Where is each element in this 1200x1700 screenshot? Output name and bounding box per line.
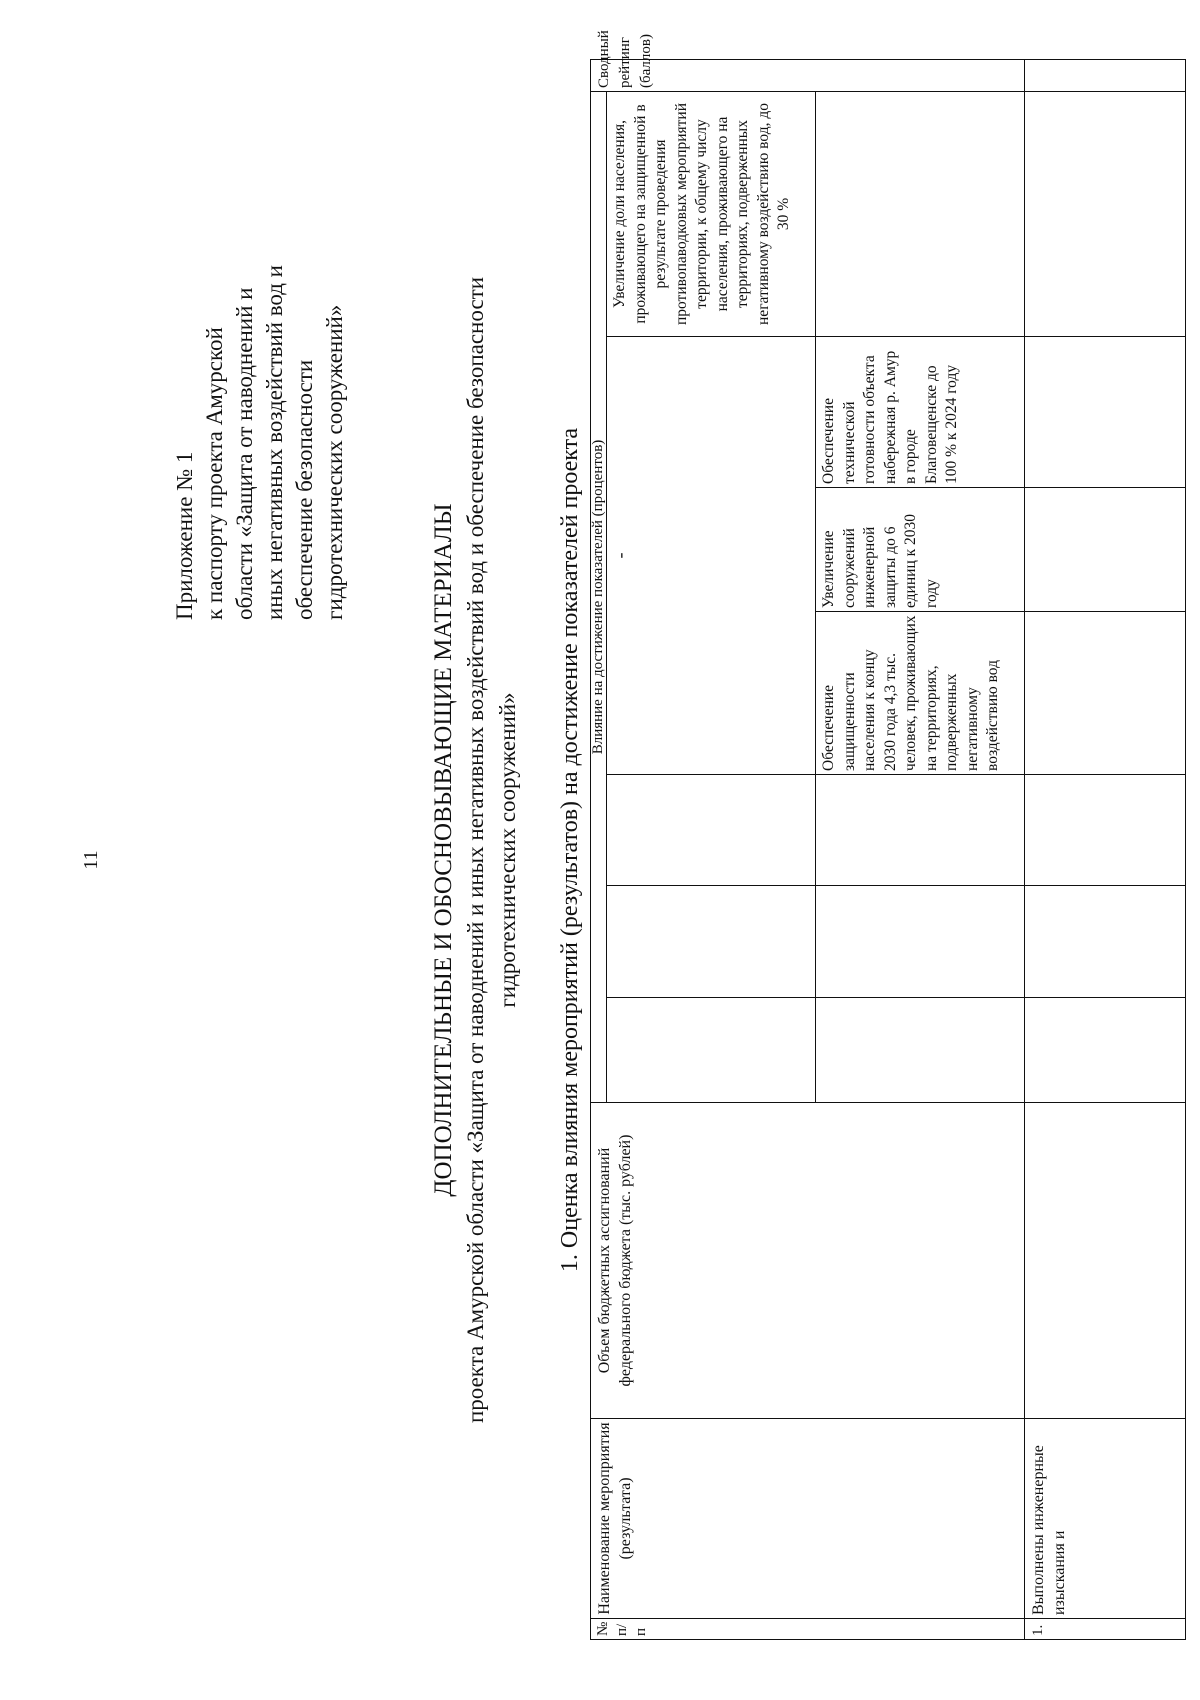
header-dash: - (610, 552, 630, 559)
header-indicator-b: Увеличение сооружений инженерной защиты до 6 единиц к 2030 году (820, 513, 940, 608)
appendix-line: Приложение № 1 (172, 451, 197, 620)
header-indicator-main: Увеличение доли населения, проживающего на защищенной в результате проведения противопаводковых мероприятий территории, к общему числу населения, проживающего на территориях, подверженных негативному воздействию вод, до 30 % (611, 102, 792, 326)
header-budget: Объем бюджетных ассигнований федерального бюджета (тыс. рублей) (596, 1134, 634, 1387)
subtitle-line: гидротехнических сооружений» (495, 692, 520, 1008)
appendix-line: иных негативных воздействий вод и (262, 265, 287, 620)
page-number: 11 (80, 850, 102, 870)
appendix-line: гидротехнических сооружений» (322, 304, 347, 620)
header-influence: Влияние на достижение показателей (процентов) (590, 439, 606, 755)
appendix-line: обеспечение безопасности (292, 359, 317, 620)
row-1-name: Выполнены инженерные изыскания и (1030, 1445, 1068, 1615)
header-indicator-c: Обеспечение технической готовности объекта набережная р. Амур в городе Благовещенске до 100 % к 2024 году (820, 350, 960, 484)
row-1-num: 1. (1030, 1624, 1046, 1636)
header-indicator-a: Обеспечение защищенности населения к концу 2030 года 4,3 тыс. человек, проживающих на территориях, подверженных негативному воздействию вод (820, 615, 1001, 771)
header-num: № п/п (595, 1621, 649, 1636)
appendix-line: к паспорту проекта Амурской (202, 327, 227, 620)
subtitle-line: проекта Амурской области «Защита от наводнений и иных негативных воздействий вод и обеспечение безопасности (463, 276, 488, 1424)
appendix-line: области «Защита от наводнений и (232, 287, 257, 620)
document-title: ДОПОЛНИТЕЛЬНЫЕ И ОБОСНОВЫВАЮЩИЕ МАТЕРИАЛЫ (430, 503, 457, 1197)
section-heading: 1. Оценка влияния мероприятий (результатов) на достижение показателей проекта (557, 427, 583, 1273)
header-rating: Сводный рейтинг (баллов) (596, 30, 654, 88)
header-name: Наименование мероприятия (результата) (596, 1422, 634, 1615)
